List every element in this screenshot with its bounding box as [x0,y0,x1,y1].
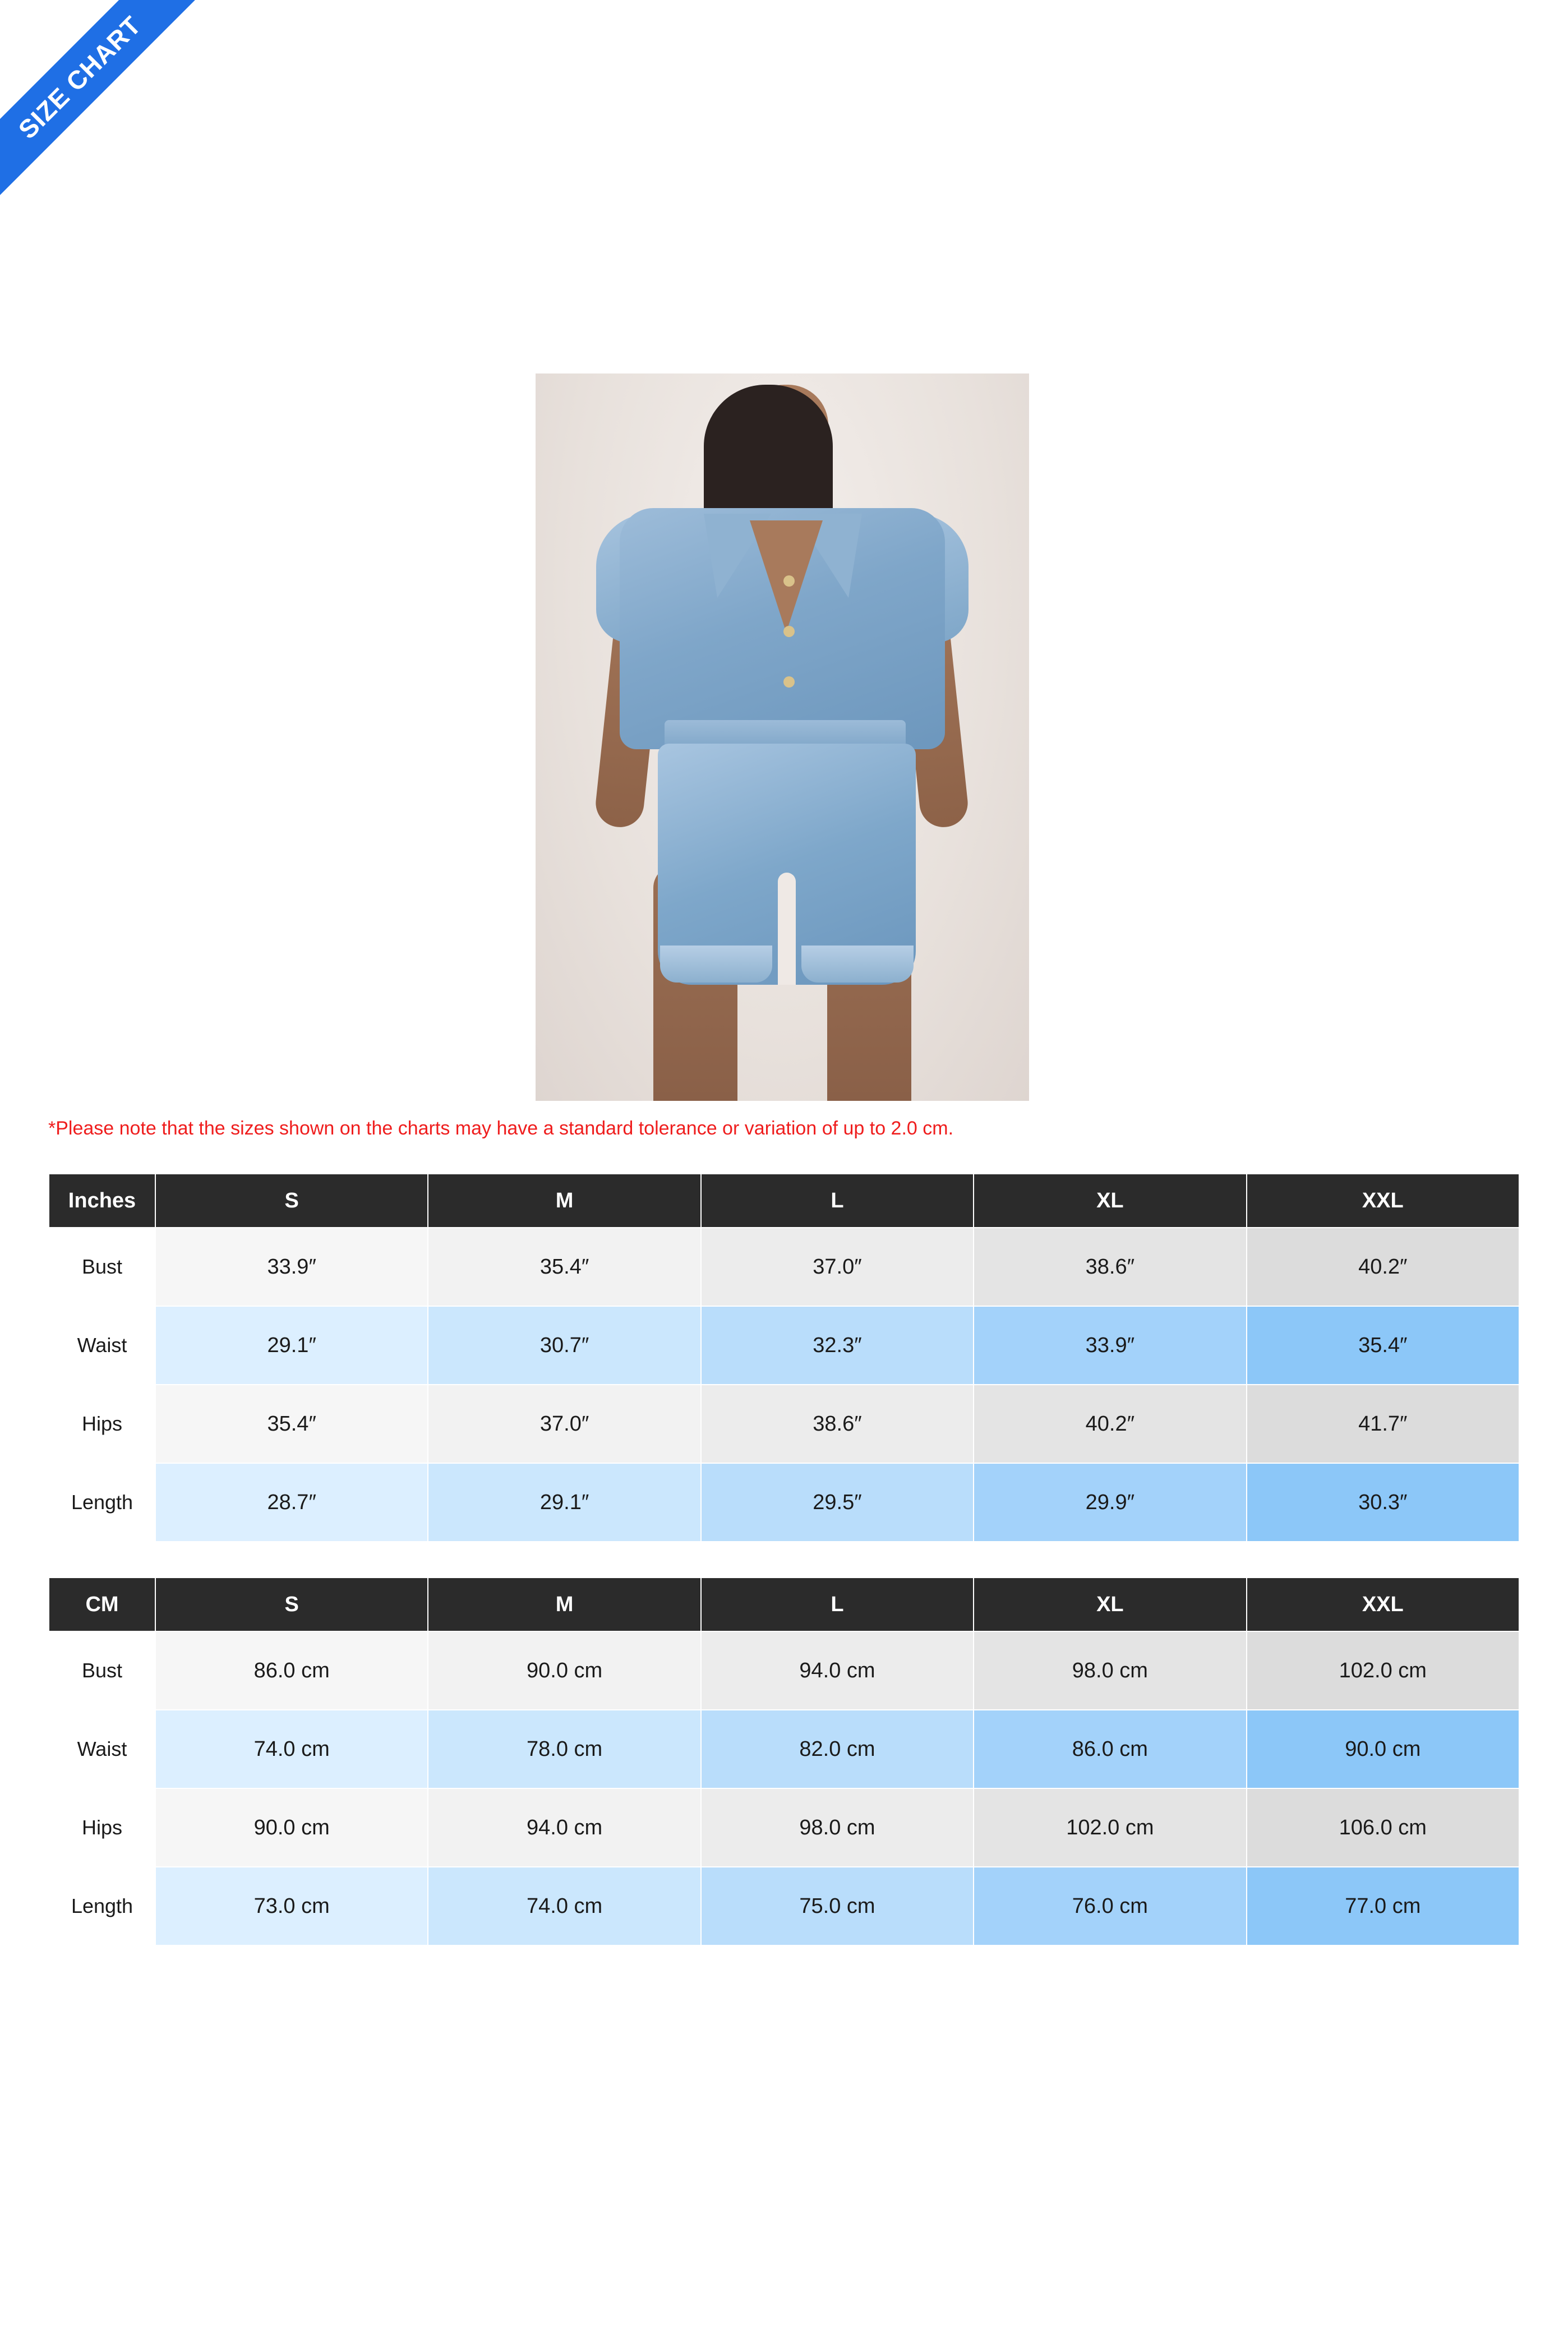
cell-length-l: 75.0 cm [701,1867,974,1945]
garment-button-icon [783,676,795,688]
cell-waist-s: 29.1″ [155,1306,428,1385]
cell-bust-l: 94.0 cm [701,1631,974,1710]
table-row [49,1867,1519,1945]
column-header-xl: XL [974,1578,1246,1631]
row-label-length: Length [49,1463,155,1542]
cell-length-xl: 29.9″ [974,1463,1246,1542]
cell-bust-s: 86.0 cm [155,1631,428,1710]
column-header-s: S [155,1174,428,1228]
row-label-hips: Hips [49,1385,155,1463]
cell-bust-s: 33.9″ [155,1228,428,1306]
garment-button-icon [783,626,795,637]
column-header-xxl: XXL [1247,1578,1519,1631]
unit-header-cm: CM [49,1578,155,1631]
table-row [49,1385,1519,1463]
column-header-m: M [428,1174,700,1228]
cell-waist-l: 82.0 cm [701,1710,974,1788]
table-header-row [49,1174,1519,1228]
table-row [49,1788,1519,1867]
column-header-xl: XL [974,1174,1246,1228]
cell-hips-s: 35.4″ [155,1385,428,1463]
table-header-row [49,1578,1519,1631]
column-header-xxl: XXL [1247,1174,1519,1228]
cell-hips-l: 38.6″ [701,1385,974,1463]
row-label-bust: Bust [49,1631,155,1710]
row-label-hips: Hips [49,1788,155,1867]
cell-length-xl: 76.0 cm [974,1867,1246,1945]
cell-hips-xxl: 41.7″ [1247,1385,1519,1463]
column-header-s: S [155,1578,428,1631]
tolerance-note: *Please note that the sizes shown on the charts may have a standard tolerance or variation of up to 2.0 cm. [48,1118,954,1139]
cell-bust-l: 37.0″ [701,1228,974,1306]
cell-waist-m: 78.0 cm [428,1710,700,1788]
ribbon-banner [0,0,202,200]
cell-length-m: 29.1″ [428,1463,700,1542]
cell-waist-xl: 33.9″ [974,1306,1246,1385]
unit-header-inches: Inches [49,1174,155,1228]
column-header-l: L [701,1578,974,1631]
cell-bust-xxl: 102.0 cm [1247,1631,1519,1710]
size-table-cm [48,1577,1520,1946]
row-label-length: Length [49,1867,155,1945]
size-table-inches [48,1173,1520,1542]
garment-cuff-left [660,946,772,983]
garment-inseam [778,873,796,985]
cell-hips-xxl: 106.0 cm [1247,1788,1519,1867]
table-row [49,1710,1519,1788]
row-label-bust: Bust [49,1228,155,1306]
column-header-m: M [428,1578,700,1631]
cell-hips-l: 98.0 cm [701,1788,974,1867]
cell-bust-xxl: 40.2″ [1247,1228,1519,1306]
cell-bust-m: 35.4″ [428,1228,700,1306]
cell-hips-s: 90.0 cm [155,1788,428,1867]
cell-length-s: 73.0 cm [155,1867,428,1945]
garment-button-icon [783,575,795,587]
row-label-waist: Waist [49,1306,155,1385]
product-image [536,373,1029,1101]
cell-waist-l: 32.3″ [701,1306,974,1385]
cell-hips-m: 37.0″ [428,1385,700,1463]
garment-cuff-right [801,946,914,983]
column-header-l: L [701,1174,974,1228]
cell-length-xxl: 77.0 cm [1247,1867,1519,1945]
cell-length-s: 28.7″ [155,1463,428,1542]
cell-waist-m: 30.7″ [428,1306,700,1385]
table-row [49,1228,1519,1306]
table-row [49,1631,1519,1710]
table-row [49,1463,1519,1542]
cell-waist-xl: 86.0 cm [974,1710,1246,1788]
ribbon-label: SIZE CHART [12,10,147,145]
cell-hips-xl: 40.2″ [974,1385,1246,1463]
cell-bust-xl: 38.6″ [974,1228,1246,1306]
table-row [49,1306,1519,1385]
cell-hips-xl: 102.0 cm [974,1788,1246,1867]
cell-length-xxl: 30.3″ [1247,1463,1519,1542]
cell-bust-m: 90.0 cm [428,1631,700,1710]
cell-bust-xl: 98.0 cm [974,1631,1246,1710]
cell-hips-m: 94.0 cm [428,1788,700,1867]
cell-length-m: 74.0 cm [428,1867,700,1945]
cell-waist-xxl: 35.4″ [1247,1306,1519,1385]
cell-waist-xxl: 90.0 cm [1247,1710,1519,1788]
row-label-waist: Waist [49,1710,155,1788]
size-chart-ribbon [0,0,224,224]
cell-length-l: 29.5″ [701,1463,974,1542]
cell-waist-s: 74.0 cm [155,1710,428,1788]
